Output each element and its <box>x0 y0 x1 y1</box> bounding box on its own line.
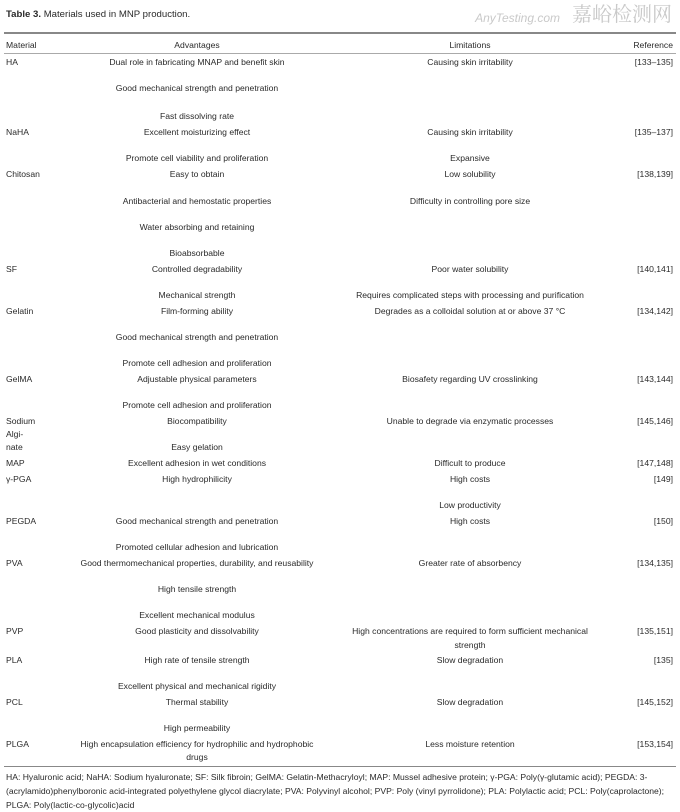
bottom-rule <box>4 766 676 767</box>
row-advantage: Film-forming ability <box>160 306 234 316</box>
row-limitation: Requires complicated steps with processing and purification <box>356 290 584 300</box>
header-reference: Reference <box>633 40 673 50</box>
row-limitation: High concentrations are required to form sufficient mechanical <box>352 626 588 636</box>
row-advantage: Good mechanical strength and penetration <box>115 83 279 93</box>
row-advantage: High rate of tensile strength <box>144 655 250 665</box>
watermark-text: AnyTesting.com <box>475 11 560 25</box>
row-material: PVA <box>6 558 23 568</box>
row-advantage: Excellent mechanical modulus <box>139 610 255 620</box>
row-limitation: strength <box>454 640 486 650</box>
table-caption <box>6 9 190 20</box>
row-limitation: Low solubility <box>444 169 496 179</box>
row-advantage: Water absorbing and retaining <box>139 222 255 232</box>
row-advantage: Thermal stability <box>165 697 229 707</box>
row-advantage: Excellent physical and mechanical rigidity <box>117 681 277 691</box>
row-material: SF <box>6 264 17 274</box>
row-material: Gelatin <box>6 306 34 316</box>
row-material: PLA <box>6 655 23 665</box>
row-limitation: Difficult to produce <box>434 458 506 468</box>
row-material: PCL <box>6 697 23 707</box>
row-advantage: Dual role in fabricating MNAP and benefit skin <box>109 57 285 67</box>
watermark-logo: 嘉峪检测网 <box>572 4 672 26</box>
row-reference: [145,152] <box>637 697 673 707</box>
top-rule <box>4 32 676 34</box>
row-advantage: Excellent moisturizing effect <box>143 127 251 137</box>
row-reference: [149] <box>653 474 673 484</box>
row-reference: [134,135] <box>637 558 673 568</box>
row-material: Sodium <box>6 416 36 426</box>
row-advantage: Bioabsorbable <box>169 248 225 258</box>
row-material: PVP <box>6 626 24 636</box>
row-material: NaHA <box>6 127 29 137</box>
row-limitation: High costs <box>449 516 491 526</box>
row-limitation: Unable to degrade via enzymatic processes <box>386 416 554 426</box>
row-advantage: Antibacterial and hemostatic properties <box>122 196 272 206</box>
row-material: MAP <box>6 458 25 468</box>
row-advantage: drugs <box>186 752 208 762</box>
row-limitation: High costs <box>449 474 491 484</box>
row-advantage: Good plasticity and dissolvability <box>135 626 259 636</box>
row-advantage: High tensile strength <box>157 584 237 594</box>
row-material: nate <box>6 442 23 452</box>
row-material: HA <box>6 57 18 67</box>
row-reference: [153,154] <box>637 739 673 749</box>
row-limitation: Less moisture retention <box>425 739 515 749</box>
row-advantage: Promote cell viability and proliferation <box>125 153 269 163</box>
row-advantage: Adjustable physical parameters <box>137 374 257 384</box>
row-limitation: Slow degradation <box>436 655 504 665</box>
row-advantage: Easy gelation <box>171 442 223 452</box>
row-limitation: Greater rate of absorbency <box>418 558 522 568</box>
row-reference: [135] <box>653 655 673 665</box>
header-limitations: Limitations <box>449 40 491 50</box>
row-advantage: Promoted cellular adhesion and lubrication <box>115 542 279 552</box>
row-limitation: Slow degradation <box>436 697 504 707</box>
row-advantage: Biocompatibility <box>167 416 227 426</box>
row-limitation: Biosafety regarding UV crosslinking <box>402 374 538 384</box>
row-material: Algi- <box>6 429 24 439</box>
row-limitation: Difficulty in controlling pore size <box>409 196 531 206</box>
row-advantage: Good thermomechanical properties, durability, and reusability <box>80 558 314 568</box>
row-limitation: Expansive <box>450 153 490 163</box>
row-advantage: Good mechanical strength and penetration <box>115 516 279 526</box>
row-reference: [150] <box>653 516 673 526</box>
row-advantage: High hydrophilicity <box>162 474 232 484</box>
row-advantage: High permeability <box>163 723 231 733</box>
row-reference: [143,144] <box>637 374 673 384</box>
row-reference: [135,151] <box>637 626 673 636</box>
row-limitation: Low productivity <box>439 500 501 510</box>
row-advantage: Promote cell adhesion and proliferation <box>122 358 272 368</box>
row-material: Chitosan <box>6 169 40 179</box>
row-reference: [138,139] <box>637 169 673 179</box>
row-reference: [147,148] <box>637 458 673 468</box>
row-reference: [134,142] <box>637 306 673 316</box>
row-advantage: Controlled degradability <box>151 264 243 274</box>
row-material: γ-PGA <box>6 474 32 484</box>
row-limitation: Causing skin irritability <box>427 57 513 67</box>
row-advantage: Excellent adhesion in wet conditions <box>127 458 267 468</box>
row-advantage: Promote cell adhesion and proliferation <box>122 400 272 410</box>
caption-text: Materials used in MNP production. <box>43 9 191 20</box>
row-material: GelMA <box>6 374 33 384</box>
table-footnote: HA: Hyaluronic acid; NaHA: Sodium hyaluronate; SF: Silk fibroin; GelMA: Gelatin-Methacryloyl; MAP: Mussel adhesive protein; γ-PGA: Poly(γ-glutamic acid); PEGDA: 3-(acrylamido)phenylboronic acid-integrated polyethylene glycol diacrylate; PVA: Polyvinyl alcohol; PVP: Poly (vinyl pyrrolidone); PLA: Polylactic acid; PCL: Poly(caprolactone); PLGA: Poly(lactic-co-glycolic)acid <box>6 772 665 810</box>
header-rule <box>4 53 676 54</box>
row-limitation: Degrades as a colloidal solution at or above 37 °C <box>374 306 566 316</box>
row-reference: [140,141] <box>637 264 673 274</box>
row-material: PEGDA <box>6 516 37 526</box>
row-material: PLGA <box>6 739 29 749</box>
row-advantage: Fast dissolving rate <box>159 111 235 121</box>
row-limitation: Causing skin irritability <box>427 127 513 137</box>
row-advantage: Good mechanical strength and penetration <box>115 332 279 342</box>
table-label: Table 3. <box>6 9 42 20</box>
row-reference: [133–135] <box>634 57 673 67</box>
row-advantage: Easy to obtain <box>169 169 225 179</box>
row-reference: [135–137] <box>634 127 673 137</box>
row-advantage: Mechanical strength <box>158 290 236 300</box>
row-advantage: High encapsulation efficiency for hydrophilic and hydrophobic <box>80 739 314 749</box>
header-material: Material <box>6 40 37 50</box>
row-limitation: Poor water solubility <box>431 264 509 274</box>
row-reference: [145,146] <box>637 416 673 426</box>
header-advantages: Advantages <box>174 40 220 50</box>
